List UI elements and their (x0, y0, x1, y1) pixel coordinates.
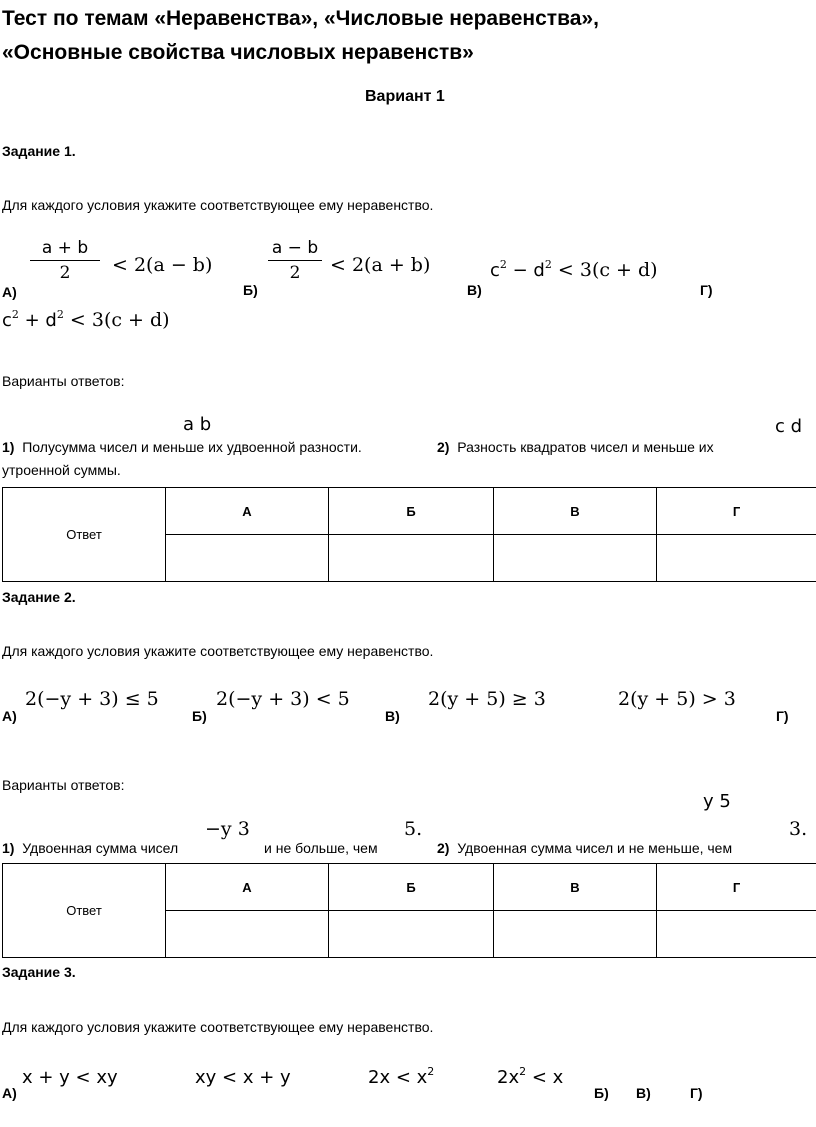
task1-expr-c-pre: c (490, 260, 500, 281)
task1-expr-d-mid: + d (18, 310, 57, 331)
task1-table-col-c: В (494, 488, 657, 535)
task2-answer-cell-a[interactable] (166, 911, 329, 958)
task1-expr-c-sq2: 2 (544, 258, 552, 271)
page-title-line1: Тест по темам «Неравенства», «Числовые неравенства», (2, 7, 599, 30)
task3-label-b: Б) (594, 1085, 609, 1101)
task1-answers-heading: Варианты ответов: (2, 373, 125, 389)
task1-label-c: В) (467, 282, 482, 298)
task1-answer-1 (2, 439, 362, 455)
task2-expr-d: 2(y + 5) > 3 (618, 688, 736, 710)
task1-answer-table (2, 487, 816, 582)
task2-instruction: Для каждого условия укажите соответствующее ему неравенство. (2, 643, 434, 659)
task2-float-3: 3. (789, 818, 808, 840)
task3-expr-c-pre: 2x < x (368, 1067, 428, 1088)
task1-label-d: Г) (700, 282, 713, 298)
task2-answer-1-num: 1) (2, 840, 15, 856)
task2-table-col-d: Г (657, 864, 816, 911)
task1-expr-b-numerator: a − b (271, 238, 319, 258)
task3-label-a: А) (2, 1085, 17, 1101)
task3-label-c: В) (636, 1085, 651, 1101)
task1-expr-b-denominator: 2 (289, 263, 301, 283)
task1-expr-a-denominator: 2 (59, 263, 71, 283)
task2-answer-1 (2, 840, 178, 856)
task2-answer-cell-c[interactable] (494, 911, 657, 958)
task1-expr-d-sq1: 2 (11, 308, 19, 321)
task1-table-row-label: Ответ (3, 488, 166, 582)
task1-table-col-a: А (166, 488, 329, 535)
task1-expr-d-post: < 3(c + d) (63, 309, 170, 331)
task1-heading: Задание 1. (2, 143, 76, 159)
task1-expr-d-pre: c (2, 310, 12, 331)
task2-answer-table (2, 863, 816, 958)
task1-label-b: Б) (243, 282, 258, 298)
task3-expr-d (497, 1067, 563, 1088)
task1-answer-1-num: 1) (2, 439, 15, 455)
task2-expr-b: 2(−y + 3) < 5 (216, 688, 350, 710)
task1-table-col-b: Б (329, 488, 494, 535)
task2-answers-heading: Варианты ответов: (2, 777, 125, 793)
task1-expr-b-rhs: < 2(a + b) (330, 254, 431, 276)
task1-float-cd: c d (775, 416, 803, 437)
task1-answer-2-num: 2) (437, 439, 450, 455)
task2-answer-cell-b[interactable] (329, 911, 494, 958)
task1-table-col-d: Г (657, 488, 816, 535)
page-title-line2: «Основные свойства числовых неравенств» (2, 41, 474, 64)
task2-answer-cell-d[interactable] (657, 911, 816, 958)
task1-float-ab: a b (183, 414, 212, 435)
task1-expr-c (490, 259, 658, 281)
task3-expr-d-post: < x (526, 1067, 564, 1088)
task1-expr-d (2, 309, 170, 331)
task1-instruction: Для каждого условия укажите соответствующее ему неравенство. (2, 197, 434, 213)
task1-answer-cell-a[interactable] (166, 535, 329, 582)
task1-answer-cell-c[interactable] (494, 535, 657, 582)
task1-expr-b-fraction (268, 238, 322, 283)
task3-expr-a: x + y < xy (22, 1067, 118, 1088)
task3-expr-c-sq: 2 (427, 1065, 435, 1078)
task2-label-a: А) (2, 708, 17, 724)
task1-expr-c-post: < 3(c + d) (551, 259, 658, 281)
task2-answer-2 (437, 840, 732, 856)
task2-table-col-a: А (166, 864, 329, 911)
task1-answer-2 (437, 439, 714, 455)
task1-answer-2-continued: утроенной суммы. (2, 462, 121, 478)
task3-heading: Задание 3. (2, 964, 76, 980)
task2-table-row-label: Ответ (3, 864, 166, 958)
task3-instruction: Для каждого условия укажите соответствующее ему неравенство. (2, 1019, 434, 1035)
task1-expr-a-rhs: < 2(a − b) (112, 254, 213, 276)
task2-float-my3: −y 3 (205, 818, 250, 840)
task1-label-a: А) (2, 284, 17, 300)
task3-expr-c (368, 1067, 434, 1088)
task1-answer-cell-d[interactable] (657, 535, 816, 582)
task1-answer-cell-b[interactable] (329, 535, 494, 582)
task2-float-5: 5. (404, 818, 423, 840)
task2-answer-1-cont: и не больше, чем (264, 840, 378, 856)
task2-answer-2-num: 2) (437, 840, 450, 856)
task2-float-y5: y 5 (703, 791, 731, 812)
task3-expr-b: xy < x + y (195, 1067, 291, 1088)
task1-expr-c-mid: − d (506, 260, 545, 281)
task2-table-col-b: Б (329, 864, 494, 911)
task3-expr-d-pre: 2x (497, 1067, 520, 1088)
task2-expr-c: 2(y + 5) ≥ 3 (428, 688, 546, 710)
task3-label-d: Г) (690, 1085, 703, 1101)
task3-expr-d-sq: 2 (519, 1065, 527, 1078)
task2-label-c: В) (385, 708, 400, 724)
task1-expr-a-fraction (30, 238, 100, 283)
task2-answer-2-text: Удвоенная сумма чисел и не меньше, чем (457, 840, 733, 856)
task2-heading: Задание 2. (2, 589, 76, 605)
task2-table-col-c: В (494, 864, 657, 911)
task1-expr-d-sq2: 2 (56, 308, 64, 321)
variant-heading: Вариант 1 (365, 88, 445, 105)
task1-expr-a-numerator: a + b (41, 238, 89, 258)
task1-expr-c-sq1: 2 (499, 258, 507, 271)
task2-answer-1-text: Удвоенная сумма чисел (22, 840, 179, 856)
task2-label-d: Г) (776, 708, 789, 724)
task1-answer-1-text: Полусумма чисел и меньше их удвоенной разности. (22, 439, 362, 455)
task1-answer-2-text: Разность квадратов чисел и меньше их (457, 439, 714, 455)
task2-label-b: Б) (192, 708, 207, 724)
task2-expr-a: 2(−y + 3) ≤ 5 (25, 688, 159, 710)
